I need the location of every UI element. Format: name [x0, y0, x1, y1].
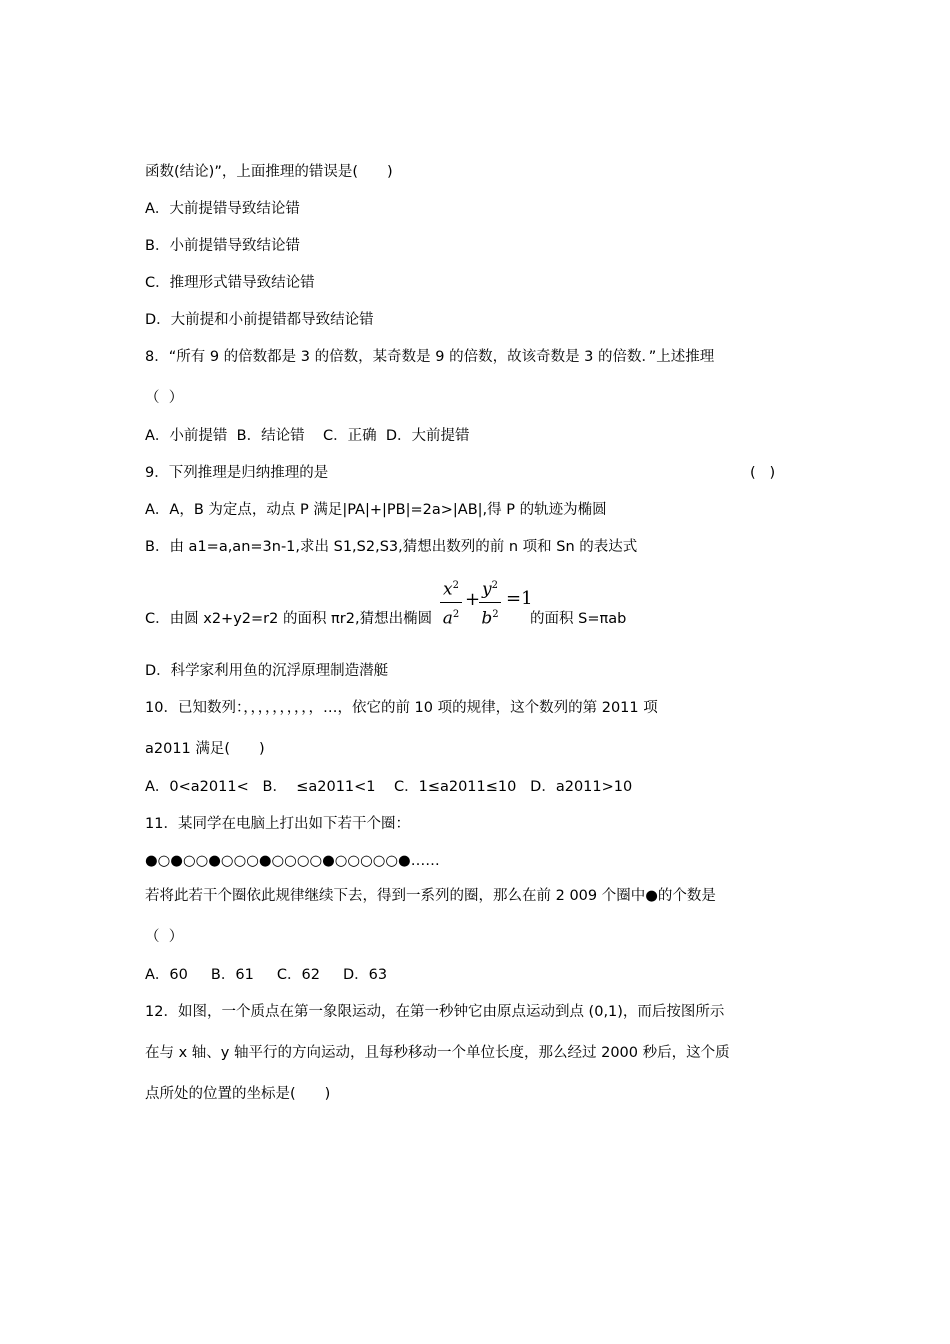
- equals-one: =1: [506, 588, 533, 609]
- q11-options: A．60 B．61 C．62 D．63: [145, 967, 388, 983]
- q9-option-d: D．科学家利用鱼的沉浮原理制造潜艇: [145, 663, 389, 679]
- question-9: 9．下列推理是归纳推理的是: [145, 465, 329, 481]
- question-12-cont: 点所处的位置的坐标是( ): [145, 1086, 331, 1102]
- fraction-y-over-b: [479, 576, 501, 628]
- option-b: B．小前提错导致结论错: [145, 238, 300, 254]
- question-12: 12．如图，一个质点在第一象限运动，在第一秒钟它由原点运动到点 (0,1)，而后按图所示: [145, 1004, 725, 1020]
- formula-denominator-a: $a^2$: [442, 608, 460, 629]
- question-12-cont: 在与 x 轴、y 轴平行的方向运动，且每秒移动一个单位长度，那么经过 2000 秒后，这个质: [145, 1045, 730, 1061]
- question-10-cont: a2011 满足( ): [145, 741, 265, 757]
- question-8: 8．“所有 9 的倍数都是 3 的倍数，某奇数是 9 的倍数，故该奇数是 3 的倍数．”上述推理: [145, 349, 715, 365]
- q9-option-c: C．由圆 x2+y2=r2 的面积 πr2,猜想出椭圆: [145, 611, 433, 627]
- question-11-cont: 若将此若干个圈依此规律继续下去，得到一系列的圈，那么在前 2 009 个圈中●的个数是: [145, 888, 716, 904]
- option-c: C．推理形式错导致结论错: [145, 275, 315, 291]
- formula-denominator-b: $b^2$: [481, 608, 499, 629]
- formula-numerator-y: $y^2$: [482, 579, 498, 600]
- ellipse-formula: [440, 576, 533, 629]
- fraction-bar: [440, 602, 462, 603]
- fraction-x-over-a: [440, 576, 462, 628]
- answer-paren: ( ): [750, 465, 776, 481]
- q9-option-a: A．A，B 为定点，动点 P 满足|PA|+|PB|=2a>|AB|,得 P 的轨迹为椭圆: [145, 502, 607, 518]
- plus-sign: +: [465, 589, 481, 610]
- answer-paren: （ ）: [145, 390, 184, 406]
- option-a: A．大前提错导致结论错: [145, 201, 300, 217]
- formula-numerator-x: $x^2$: [443, 579, 459, 600]
- q10-options: A．0<a2011< B． ≤a2011<1 C．1≤a2011≤10 D．a2011>10: [145, 779, 633, 795]
- fraction-bar: [479, 602, 501, 603]
- question-11: 11．某同学在电脑上打出如下若干个圈：: [145, 816, 410, 832]
- q9-option-c-suffix: 的面积 S=πab: [530, 611, 627, 627]
- text-line: 函数(结论)”，上面推理的错误是( ): [145, 164, 393, 180]
- q9-option-b: B．由 a1=a,an=3n-1,求出 S1,S2,S3,猜想出数列的前 n 项和 Sn 的表达式: [145, 539, 638, 555]
- question-10: 10．已知数列：，，，，，，，，，，…，依它的前 10 项的规律，这个数列的第 2011 项: [145, 700, 658, 716]
- option-d: D．大前提和小前提错都导致结论错: [145, 312, 374, 328]
- circle-sequence: ●○●○○●○○○●○○○○●○○○○○●……: [145, 853, 440, 869]
- answer-paren: （ ）: [145, 929, 184, 945]
- q8-options: A．小前提错 B．结论错 C．正确 D．大前提错: [145, 428, 470, 444]
